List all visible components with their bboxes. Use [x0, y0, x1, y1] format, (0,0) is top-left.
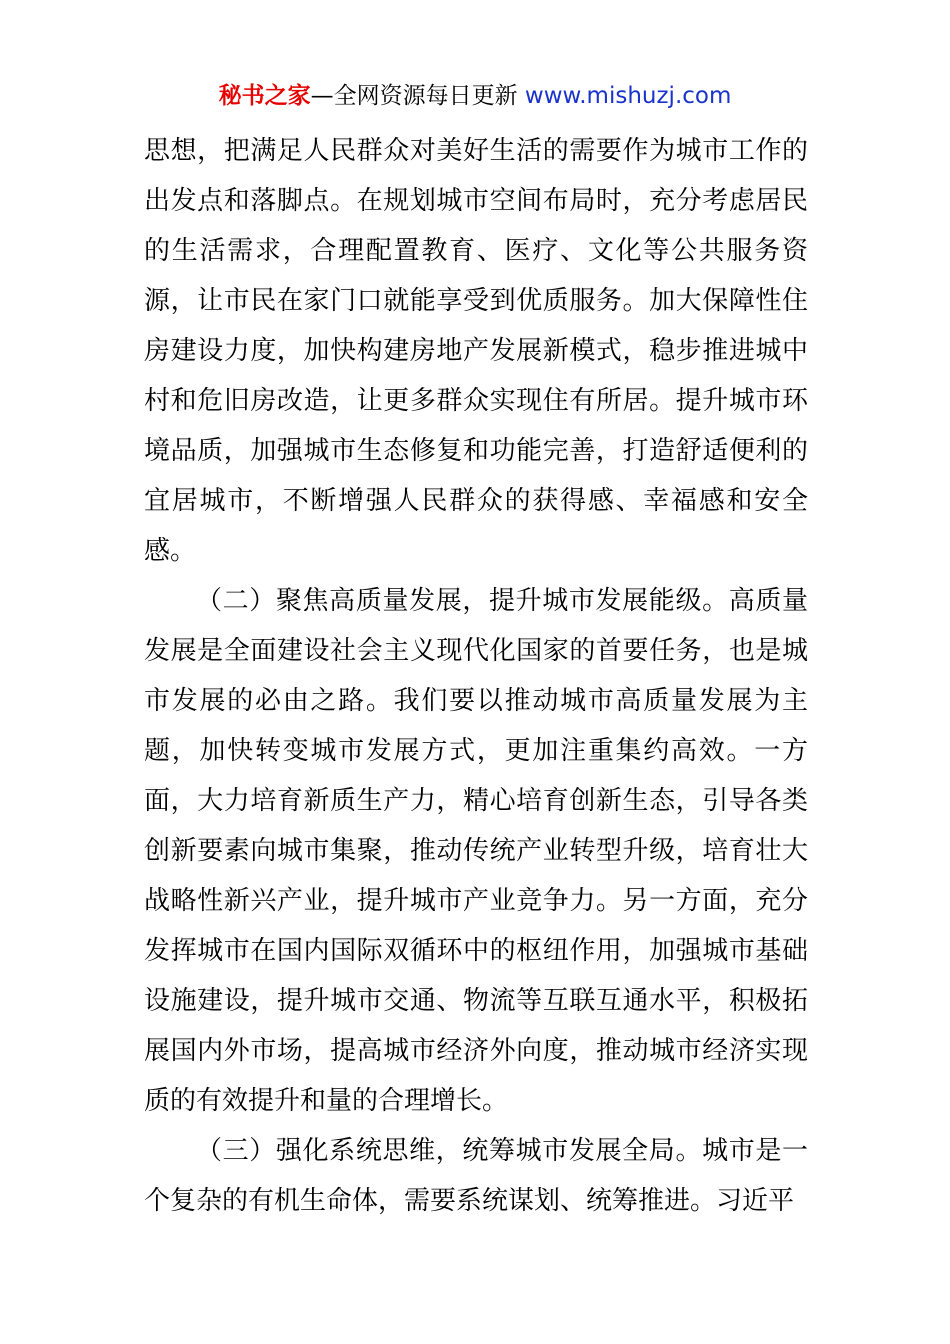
brand-name: 秘书之家: [218, 83, 311, 109]
document-body: [144, 126, 808, 1226]
page-header: [0, 81, 950, 111]
paragraph-section-two: （二）聚焦高质量发展，提升城市发展能级。高质量发展是全面建设社会主义现代化国家的首要任务，也是城市发展的必由之路。我们要以推动城市高质量发展为主题，加快转变城市发展方式，更加注重集约高效。一方面，大力培育新质生产力，精心培育创新生态，引导各类创新要素向城市集聚，推动传统产业转型升级，培育壮大战略性新兴产业，提升城市产业竞争力。另一方面，充分发挥城市在国内国际双循环中的枢纽作用，加强城市基础设施建设，提升城市交通、物流等互联互通水平，积极拓展国内外市场，提高城市经济外向度，推动城市经济实现质的有效提升和量的合理增长。: [144, 586, 808, 1116]
paragraph-section-three: （三）强化系统思维，统筹城市发展全局。城市是一个复杂的有机生命体，需要系统谋划、统筹推进。习近平: [144, 1136, 808, 1216]
site-url: www.mishuzj.com: [524, 83, 732, 109]
paragraph-continued: 思想，把满足人民群众对美好生活的需要作为城市工作的出发点和落脚点。在规划城市空间布局时，充分考虑居民的生活需求，合理配置教育、医疗、文化等公共服务资源，让市民在家门口就能享受到优质服务。加大保障性住房建设力度，加快构建房地产发展新模式，稳步推进城中村和危旧房改造，让更多群众实现住有所居。提升城市环境品质，加强城市生态修复和功能完善，打造舒适便利的宜居城市，不断增强人民群众的获得感、幸福感和安全感。: [144, 136, 808, 566]
header-tagline: —全网资源每日更新: [310, 83, 525, 109]
